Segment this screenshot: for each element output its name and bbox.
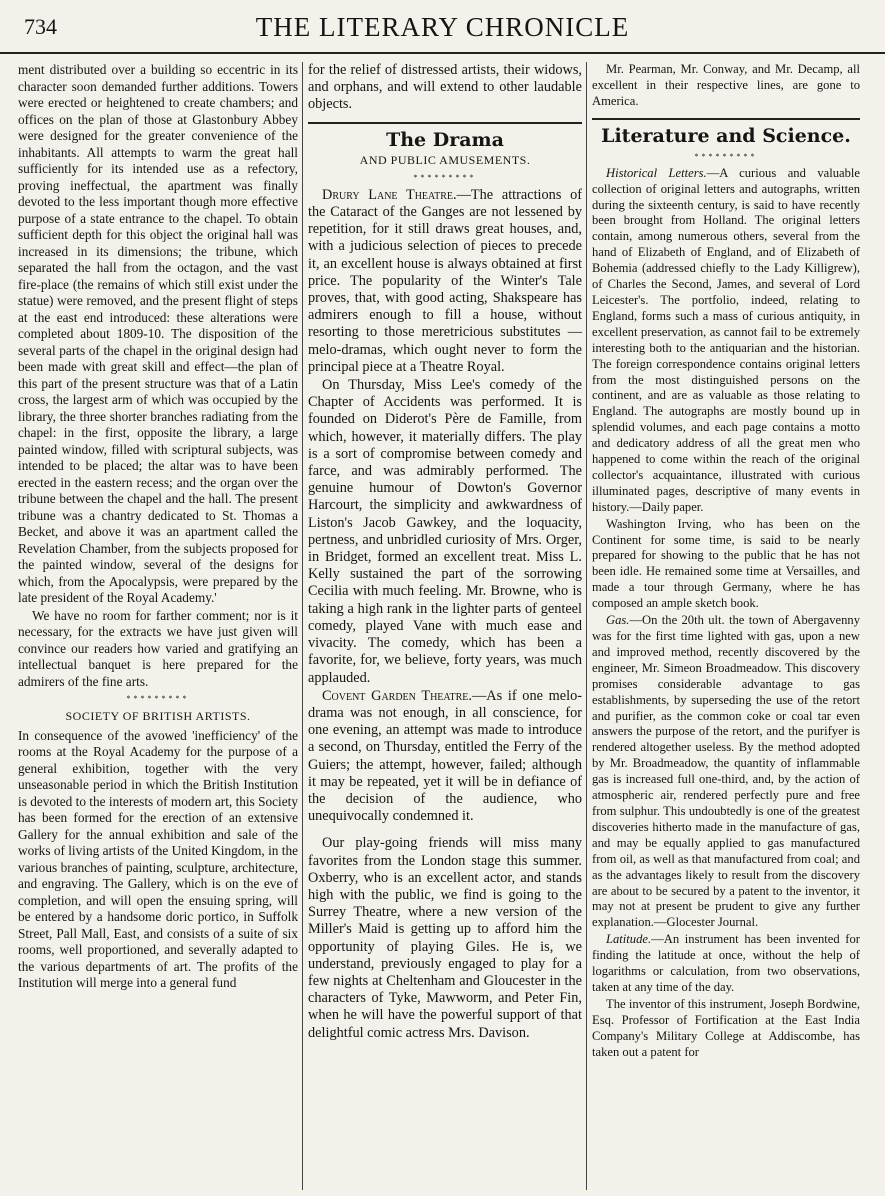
drama-title: The Drama — [386, 128, 504, 151]
column-1 — [18, 62, 298, 1192]
article-continuation: Mr. Pearman, Mr. Conway, and Mr. Decamp, all excellent in their respective lines, are gone to America. — [592, 62, 860, 108]
page-number: 734 — [24, 14, 57, 39]
historical-letters-text: —A curious and valuable collection of original letters and autographs, written during the sixteenth century, is said to have recently been brought from Holland. The original letters contain, among numerous others, several from the hand of Elizabeth of England, and of Elizabeth of Bohemia (addressed chiefly to the Lady Killigrew), of Charles the Second, James, and several of Lord Leicester's. The portfolio, indeed, relating to England, forms such a mass of curious antiquity, in excellent preservation, as cannot fail to be extremely interesting both to the antiquarian and the historian. The foreign correspondence contains original letters from the most distinguished persons on the continent, and are as valuable as those relating to England. The autographs are mostly bound up in splendid volumes, and each page contains a motto and dedicatory address of all the great men who happened to come within the reach of the original collector's acquaintance, illustrated with curious illuminated pages, descriptive of many events in history.—Daily paper. — [592, 165, 860, 514]
drury-lane-lead: Drury Lane Theatre. — [322, 186, 457, 203]
play-going-paragraph: Our play-going friends will miss many favorites from the London stage this summer. Oxberry, who is an excellent actor, and stands high with the public, we find is going to the Surrey Theatre, where a new version of the Miller's Maid is getting up to afford him the opportunity of playing Giles. He is, we understand, previously engaged to play for a few nights at Cheltenham and Gloucester in the characters of Tyke, Mawworm, and Peter Fin, when he will have the powerful support of that delightful comic actress Mrs. Davison. — [308, 835, 582, 1041]
covent-garden-lead: Covent Garden Theatre. — [322, 687, 472, 704]
section-rule — [308, 122, 582, 124]
chapter-of-accidents-paragraph: On Thursday, Miss Lee's comedy of the Chapter of Accidents was performed. It is founded on Diderot's Père de Famille, from which, however, it materially differs. The play is a sort of compromise between comedy and farce, and was admirably performed. The genuine humour of Dowton's Governor Harcourt, the simplicity and awkwardness of Liston's Jacob Gawkey, and the loquacity, pertness, and unbridled curiosity of Mrs. Orger, in Bridget, formed an excellent treat. Miss L. Kelly sustained the part of the sorrowing Cecilia with much feeling. Mr. Browne, who is taking a high rank in the lighter parts of genteel comedy, played Vane with much ease and vivacity. The comedy, which has been a favorite, for, we believe, forty years, was much applauded. — [308, 377, 582, 686]
section-ornament: ********* — [126, 694, 190, 703]
section-ornament: ********* — [694, 151, 758, 161]
section-ornament: ********* — [413, 172, 477, 182]
drama-subtitle: AND PUBLIC AMUSEMENTS. — [359, 152, 531, 167]
historical-letters-paragraph — [592, 166, 860, 516]
historical-letters-lead: Historical Letters. — [606, 165, 707, 180]
page-header — [0, 0, 885, 54]
latitude-lead: Latitude. — [606, 932, 652, 947]
drury-lane-paragraph — [308, 187, 582, 376]
running-title: THE LITERARY CHRONICLE — [255, 12, 630, 42]
gas-paragraph — [592, 613, 860, 931]
society-heading: SOCIETY OF BRITISH ARTISTS. — [65, 709, 251, 723]
gas-lead: Gas. — [606, 613, 630, 628]
covent-garden-text: —As if one melo-drama was not enough, in all conscience, for one evening, an attempt was made to introduce a second, on Thursday, entitled the Ferry of the Guiers; the attempt, however, failed; although it may be repeated, yet it will be in defiance of the decision of the audience, who unequivocally condemned it. — [308, 687, 582, 825]
society-article: In consequence of the avowed 'inefficiency' of the rooms at the Royal Academy for the purpose of a general exhibition, together with the very unseasonable period in which the British Institution is devoted to the interests of modern art, this Society has been formed for the erection of an extensive Gallery for the annual exhibition and sale of the works of living artists of the United Kingdom, in the various branches of painting, sculpture, architecture, and engraving. The Gallery, which is on the eve of completion, and will open the ensuing spring, will be entered by a handsome doric portico, in Suffolk Street, Pall Mall, East, and consists of a suite of six rooms, well proportioned, and severally adapted to the various departments of art. The profits of the Institution will merge into a general fund — [18, 727, 298, 990]
article-continuation: for the relief of distressed artists, their widows, and orphans, and will extend to other laudable objects. — [308, 62, 582, 113]
closing-comment: We have no room for farther comment; nor is it necessary, for the extracts we have just given will convince our readers how varied and gratifying an intellectual banquet is here prepared for the admirers of the fine arts. — [18, 607, 298, 689]
drury-lane-text: —The attractions of the Cataract of the Ganges are not lessened by repetition, for it still draws great houses, and, with a judicious selection of pieces to precede it, an excellent house is always obtained at first price. The popularity of the Winter's Tale proves, that, with good acting, Shakspeare has admirers enough to fill a house, without resorting to those meretricious substitutes — melo-dramas, which ought never to form the principal piece at a Theatre Royal. — [308, 186, 582, 375]
washington-irving-paragraph: Washington Irving, who has been on the Continent for some time, is said to be nearly prepared for showing to the public that he has not been idle. He remained some time at Versailles, and made a tour through Germany, where he has composed an ample sketch book. — [592, 516, 860, 611]
inventor-paragraph: The inventor of this instrument, Joseph Bordwine, Esq. Professor of Fortification at the East India Company's Military College at Addiscombe, has taken out a patent for — [592, 996, 860, 1059]
column-2 — [308, 62, 582, 1192]
gas-text: —On the 20th ult. the town of Abergavenny was for the first time lighted with gas, upon a new and improved method, recently discovered by the engineer, Mr. Simeon Broadmeadow. This discovery promises considerable advantage to gas establishments, by superseding the use of the retort and purifier, as the common coke or coal tar even answers the purpose of the retort, and the purifyer is rendered altogether useless. By the method adopted by Mr. Broadmeadow, the quantity of inflammable gas is increased full one-third, and, by the action of atmospheric air, rendered perfectly pure and free from sulphur. This undoubtedly is one of the greatest discoveries hitherto made in the manufacture of gas, and may be equally applied to gas manufactured from oil, as well as that manufactured from coal; and as the advantages likely to result from the discovery are about to be secured by a patent to the inventor, it may not at present be prudent to give any further explanation.—Glocester Journal. — [592, 613, 860, 930]
column-divider-1 — [302, 62, 303, 1190]
article-continuation: ment distributed over a building so eccentric in its character soon demanded further additions. Towers were erected or heightened to create chambers; and offices on the plan of those at Glastonbury Abbey were designed for the greater convenience of the inhabitants. All attempts to warm the great hall sufficiently for its intended use as a refectory, proving ineffectual, the apartment was finally devoted to the less important though more effective purpose of a state entrance to the chapel. To obtain sufficient depth for this object the original hall was increased in its dimensions; the tribune, which separated the hall from the octagon, and the vast fire-place (the remains of which still exist under the statue) were removed, and the present flight of steps at the east end introduced: these alterations were completed about 1809-10. The disposition of the several parts of the chapel in the original design had been made with great skill and effect—the plan of this part of the present structure was that of a Latin cross, the largest arm of which was occupied by the library, the three shorter branches radiating from the chapel: in the first, opposite the library, a large painted window, filled with scriptural subjects, was intended to be placed; the altar was to have been erected in the eastern recess; and the organ over the tribune between the chapel and the hall. The present tribune was a chantry dedicated to St. Thomas a Becket, and above it was an apartment called the Revelation Chamber, from the subjects proposed for the painted window, several of the designs for which, from the Apocalypsis, were prepared by the late president of the Royal Academy.' — [18, 62, 298, 605]
covent-garden-paragraph — [308, 688, 582, 826]
latitude-paragraph — [592, 932, 860, 996]
literature-science-title: Literature and Science. — [601, 124, 851, 147]
latitude-text: —An instrument has been invented for finding the latitude at once, without the help of logarithms or calculation, from two observations, taken at any time of the day. — [592, 932, 860, 994]
column-divider-2 — [586, 62, 587, 1190]
column-3 — [592, 62, 860, 1192]
section-rule — [592, 118, 860, 120]
